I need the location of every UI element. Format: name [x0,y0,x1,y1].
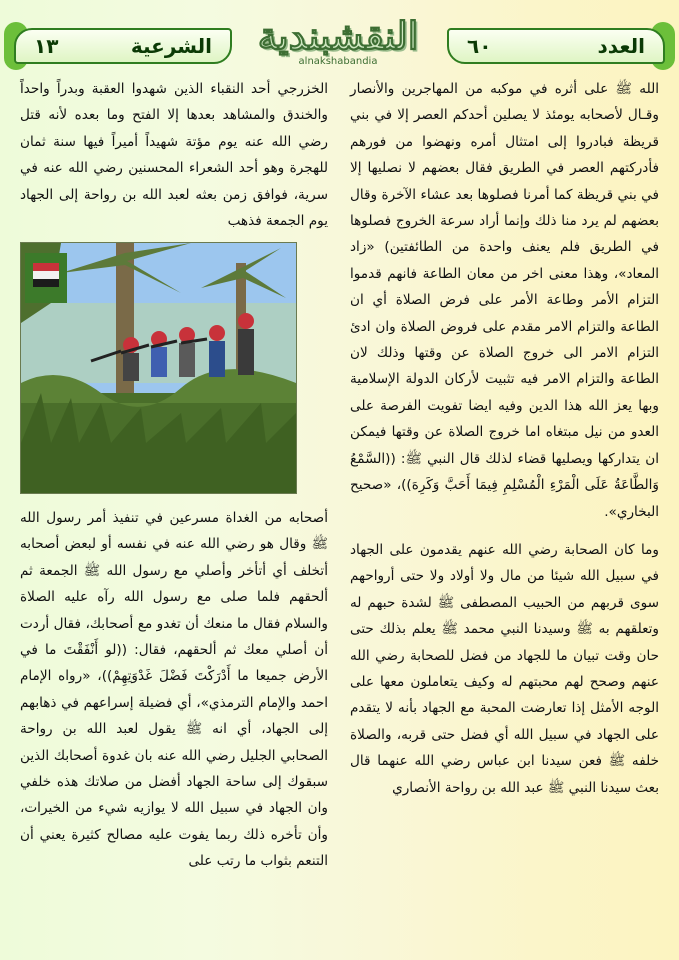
article-photo [20,242,297,494]
article-column-right [350,76,659,801]
article-column-left-bottom [20,505,328,875]
article-paragraph: أصحابه من الغداة مسرعين في تنفيذ أمر رسول الله ﷺ وقال هو رضي الله عنه في نفسه أو لبعض أصحابه أتخلف أي أتأخر وأصلي مع رسول الله ﷺ الجمعة ثم ألحقهم فلما صلى مع رسول الله رآه عليه الصلاة والسلام فقال ما منعك أن تغدو مع أصحابك، فقال أردت أن أصلي معك ثم ألحقهم، فقال: ((لو أَنْفَقْتَ ما في الأرض جميعا ما أَدْرَكْتَ فَضْلَ غَدْوَتِهِمْ))، «رواه الإمام احمد والإمام الترمذي»، أي فضيلة إسراعهم في ذهابهم إلى الجهاد، أي انه ﷺ يقول لعبد الله بن رواحة الصحابي الجليل رضي الله عنه بان غدوة أصحابك الذين سبقوك إلى ساحة الجهاد أفضل من صلاتك هذه خلفي وان الجهاد في سبيل الله لا يوازيه شيء من الخيرات، وأن تأخره ذلك ربما يفوت عليه مصالح كثيرة يعني أن التنعم بثواب ما رتب على [20,510,328,870]
section-label: الشرعية [130,34,212,58]
article-paragraph: وما كان الصحابة رضي الله عنهم يقدمون على الجهاد في سبيل الله شيئا من مال ولا أولاد ولا حتى أرواحهم سوى قربهم من الحبيب المصطفى ﷺ لشدة حبهم له وتعلقهم به ﷺ وسيدنا النبي محمد ﷺ يعلم بذلك حتى حان وقت تبيان ما للجهاد من فضل للصحابة رضي الله عنهم وصحح لهم محبتهم له وكيف يتعاملون معها على الوجه الأمثل إذا تعارضت المحبة مع الجهاد بأنه لا يتقدم على الجهاد في سبيل الله أي فضل حتى قربه، والصلاة خلفه ﷺ فعن سيدنا ابن عباس رضي الله عنهما قال بعث سيدنا النبي ﷺ عبد الله بن رواحة الأنصاري [350,541,659,796]
section-banner [14,28,232,64]
article-paragraph: الخزرجي أحد النقباء الذين شهدوا العقبة وبدراً واحداً والخندق والمشاهد بعدها إلا الفتح وما بعده لأنه قتل رضي الله عنه يوم مؤتة شهيداً أميراً فيها سنة ثمان للهجرة وهو أحد الشعراء المحسنين رضي الله عنه في سرية، فوافق زمن بعثه لعبد الله بن رواحة إلى الجهاد يوم الجمعة فذهب [20,81,328,230]
issue-label: العدد [597,34,645,58]
logo-title: النقشبندية [257,13,419,58]
issue-banner [447,28,665,64]
photo-illustration [21,243,296,493]
article-paragraph: الله ﷺ على أثره في موكبه من المهاجرين والأنصار وقـال لأصحابه يومئذ لا يصلين أحدكم العصر إلا في بني قريظة فبادروا إلى امتثال أمره ونهضوا من فورهم فأدركتهم العصر في الطريق فقال بعضهم لا نصليها إلا في بني قريظة كما أمرنا فصلوها بعد عشاء الآخرة وقال بعضهم لم يرد منا ذلك وإنما أراد سرعة الخروج فصلوها في الطريق فلم يعنف واحدة من الطائفتين) «زاد المعاد»، وهذا معنى اخر من معان الطاعة فانهم قدموا التزام الأمر وطاعة الأمر على فرض الصلاة أي ان الطاعة والتزام الامر مقدم على فروض الصلاة وان ادئ التزام الامر الى خروج الصلاة عن وقتها وذلك لان الطاعة والتزام الامر فيه تثبيت لأركان الدولة الإسلامية وبها يعز الله هذا الدين وفيه ايضا تفويت الفرصة على العدو من نيل مبتغاه اما خروج الصلاة عن وقتها فيمكن ان يتداركها ويصليها قضاء لذلك قال النبي ﷺ: ((السَّمْعُ وَالطَّاعَةُ عَلَى الْمَرْءِ الْمُسْلِمِ فِيمَا أَحَبَّ وَكَرِهَ))، «صحيح البخاري». [350,81,659,520]
issue-number: ٦٠ [467,34,492,58]
article-column-left-top [20,76,328,234]
page-number: ١٣ [34,34,59,58]
logo-url: alnakshabandia [298,56,378,67]
magazine-logo [238,14,438,72]
